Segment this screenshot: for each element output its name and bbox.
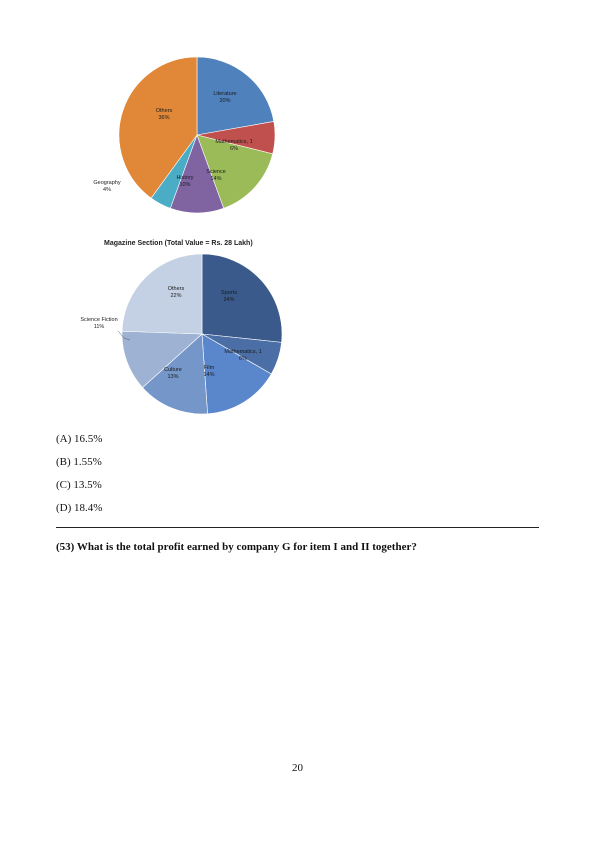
- pie-chart-book-section: [93, 57, 275, 213]
- option-c: (C) 13.5%: [56, 479, 102, 491]
- slice-value-others: 22%: [170, 293, 182, 299]
- slice-label-others: Others: [167, 286, 185, 292]
- slice-label-science-fiction: Science Fiction: [80, 317, 118, 323]
- slice-value-film: 14%: [203, 372, 215, 378]
- page-number: 20: [292, 762, 303, 774]
- slice-label-history: History: [176, 175, 194, 181]
- question-53: (53) What is the total profit earned by company G for item I and II together?: [56, 541, 417, 553]
- pie-slice-others: [122, 254, 202, 334]
- slice-value-mathematics-1: 6%: [239, 356, 247, 362]
- magazine-chart-title: Magazine Section (Total Value = Rs. 28 Lakh): [104, 240, 253, 247]
- slice-value-history: 10%: [179, 182, 191, 188]
- option-b: (B) 1.55%: [56, 456, 102, 468]
- slice-label-mathematics-1: Mathematics, 1: [224, 349, 262, 355]
- slice-label-others: Others: [155, 108, 173, 114]
- slice-label-science: Science: [206, 169, 226, 175]
- slice-value-others: 36%: [158, 115, 170, 121]
- slice-label-sports: Sports: [221, 290, 237, 296]
- slice-value-sports: 24%: [223, 297, 235, 303]
- slice-value-literature: 20%: [219, 98, 231, 104]
- slice-value-mathematics-1: 6%: [230, 146, 238, 152]
- slice-label-literature: Literature: [213, 91, 237, 97]
- pie-slice-sports: [202, 254, 282, 342]
- divider: [56, 527, 539, 528]
- slice-value-culture: 13%: [167, 374, 179, 380]
- slice-label-film: Film: [203, 365, 215, 371]
- option-a: (A) 16.5%: [56, 433, 103, 445]
- slice-label-geography: Geography: [93, 180, 121, 186]
- slice-value-geography: 4%: [103, 187, 111, 193]
- slice-value-science-fiction: 11%: [93, 324, 105, 330]
- slice-value-science: 14%: [210, 176, 222, 182]
- answer-options: [56, 428, 102, 520]
- slice-label-mathematics-1: Mathematics, 1: [215, 139, 253, 145]
- option-d: (D) 18.4%: [56, 502, 103, 514]
- slice-label-culture: Culture: [164, 367, 182, 373]
- pie-chart-magazine-section: [80, 254, 282, 414]
